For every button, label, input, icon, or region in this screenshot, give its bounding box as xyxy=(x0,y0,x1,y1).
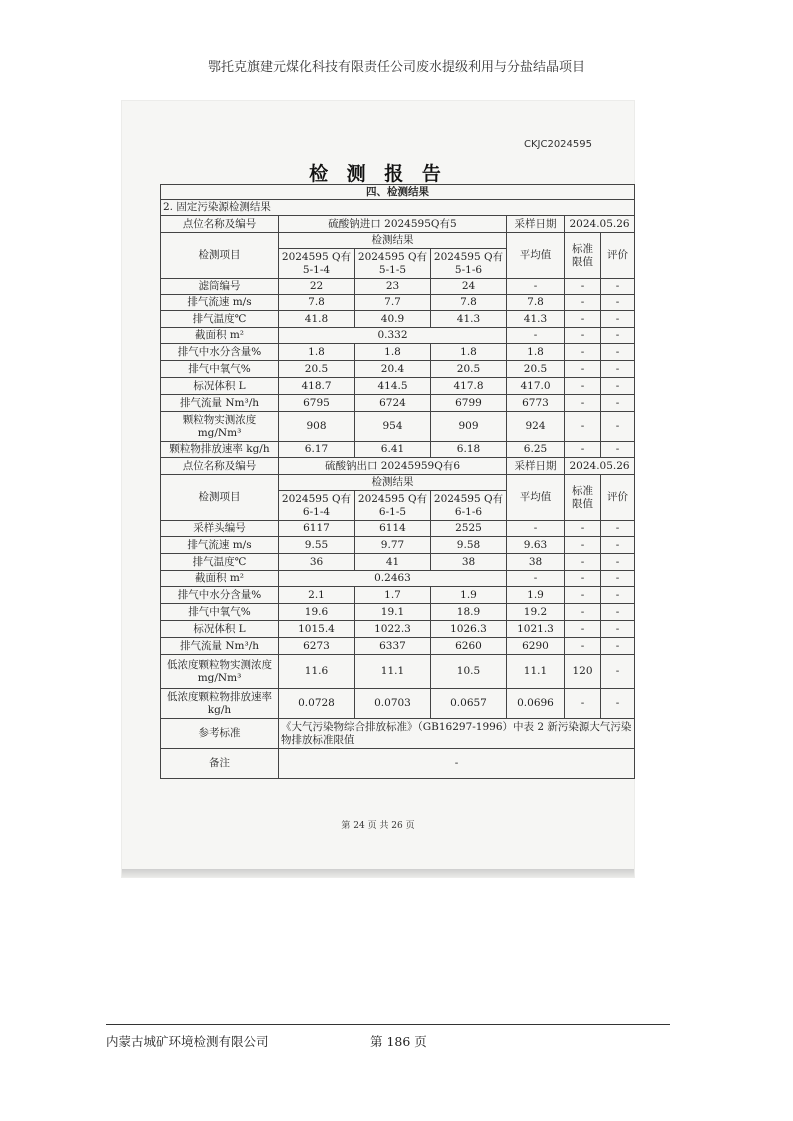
results-label: 检测结果 xyxy=(279,233,507,249)
value-cell: 19.6 xyxy=(279,604,355,621)
item-label: 检测项目 xyxy=(161,233,279,279)
evaluation-cell: - xyxy=(601,295,635,311)
average-label: 平均值 xyxy=(507,233,565,279)
average-cell: 7.8 xyxy=(507,295,565,311)
evaluation-cell: - xyxy=(601,344,635,361)
reference-row xyxy=(161,719,635,749)
evaluation-cell: - xyxy=(601,412,635,442)
evaluation-cell: - xyxy=(601,689,635,719)
sample-date-label: 采样日期 xyxy=(507,458,565,475)
table-row xyxy=(161,621,635,638)
evaluation-label: 评价 xyxy=(601,475,635,521)
table-row xyxy=(161,361,635,378)
report-number: CKJC2024595 xyxy=(523,139,592,150)
limit-label: 标准限值 xyxy=(565,475,601,521)
value-cell: 1026.3 xyxy=(431,621,507,638)
evaluation-cell: - xyxy=(601,638,635,655)
value-cell: 41.3 xyxy=(431,311,507,328)
value-cell: 23 xyxy=(355,279,431,295)
document-header: 鄂托克旗建元煤化科技有限责任公司废水提级利用与分盐结晶项目 xyxy=(207,60,585,75)
item-name: 截面积 m² xyxy=(161,571,279,587)
section-title: 四、检测结果 xyxy=(161,185,635,200)
table-row xyxy=(161,311,635,328)
sample-date: 2024.05.26 xyxy=(565,216,635,233)
item-name: 排气温度℃ xyxy=(161,554,279,571)
value-cell: 6.41 xyxy=(355,442,431,458)
value-cell: 20.4 xyxy=(355,361,431,378)
value-cell: 954 xyxy=(355,412,431,442)
item-name: 采样头编号 xyxy=(161,521,279,537)
value-cell: 40.9 xyxy=(355,311,431,328)
value-cell: 24 xyxy=(431,279,507,295)
point-name: 硫酸钠进口 2024595Q有5 xyxy=(279,216,507,233)
limit-cell: - xyxy=(565,537,601,554)
value-cell: 1.8 xyxy=(355,344,431,361)
report-page-number: 第 24 页 共 26 页 xyxy=(341,821,415,831)
value-cell: 9.58 xyxy=(431,537,507,554)
value-cell: 6273 xyxy=(279,638,355,655)
average-cell: 417.0 xyxy=(507,378,565,395)
value-cell: 22 xyxy=(279,279,355,295)
scanned-report-page xyxy=(122,101,634,877)
value-cell: 1022.3 xyxy=(355,621,431,638)
average-cell: 20.5 xyxy=(507,361,565,378)
remark-text: - xyxy=(279,749,635,779)
average-cell: 41.3 xyxy=(507,311,565,328)
value-cell: 1.8 xyxy=(431,344,507,361)
value-cell: 6795 xyxy=(279,395,355,412)
limit-cell: - xyxy=(565,689,601,719)
table-row xyxy=(161,521,635,537)
evaluation-cell: - xyxy=(601,604,635,621)
value-cell: 6117 xyxy=(279,521,355,537)
value-cell: 1.7 xyxy=(355,587,431,604)
value-cell: 6.17 xyxy=(279,442,355,458)
limit-cell: - xyxy=(565,604,601,621)
average-cell: - xyxy=(507,328,565,344)
limit-cell: 120 xyxy=(565,655,601,689)
value-cell: 38 xyxy=(431,554,507,571)
table-row xyxy=(161,587,635,604)
value-cell: 7.7 xyxy=(355,295,431,311)
sample-date: 2024.05.26 xyxy=(565,458,635,475)
value-cell: 11.1 xyxy=(355,655,431,689)
limit-cell: - xyxy=(565,587,601,604)
limit-cell: - xyxy=(565,442,601,458)
point-label: 点位名称及编号 xyxy=(161,216,279,233)
item-name: 标况体积 L xyxy=(161,621,279,638)
limit-label: 标准限值 xyxy=(565,233,601,279)
average-cell: 1.9 xyxy=(507,587,565,604)
table-row xyxy=(161,655,635,689)
reference-label: 参考标准 xyxy=(161,719,279,749)
average-cell: 19.2 xyxy=(507,604,565,621)
evaluation-cell: - xyxy=(601,442,635,458)
value-cell: 1015.4 xyxy=(279,621,355,638)
evaluation-cell: - xyxy=(601,537,635,554)
limit-cell: - xyxy=(565,571,601,587)
value-cell: 11.6 xyxy=(279,655,355,689)
point-name: 硫酸钠出口 20245959Q有6 xyxy=(279,458,507,475)
limit-cell: - xyxy=(565,295,601,311)
value-cell: 417.8 xyxy=(431,378,507,395)
value-cell: 909 xyxy=(431,412,507,442)
average-cell: - xyxy=(507,521,565,537)
limit-cell: - xyxy=(565,412,601,442)
value-cell: 6724 xyxy=(355,395,431,412)
average-cell: 924 xyxy=(507,412,565,442)
item-name: 排气中水分含量% xyxy=(161,344,279,361)
average-cell: 6.25 xyxy=(507,442,565,458)
value-cell: 9.77 xyxy=(355,537,431,554)
item-name: 截面积 m² xyxy=(161,328,279,344)
value-cell: 41.8 xyxy=(279,311,355,328)
limit-cell: - xyxy=(565,395,601,412)
value-cell: 6337 xyxy=(355,638,431,655)
value-cell: 2.1 xyxy=(279,587,355,604)
table-row xyxy=(161,344,635,361)
item-name: 排气流量 Nm³/h xyxy=(161,638,279,655)
table-row xyxy=(161,395,635,412)
item-name: 排气中水分含量% xyxy=(161,587,279,604)
value-cell: 418.7 xyxy=(279,378,355,395)
footer-company: 内蒙古城矿环境检测有限公司 xyxy=(106,1034,269,1049)
evaluation-label: 评价 xyxy=(601,233,635,279)
evaluation-cell: - xyxy=(601,655,635,689)
value-cell: 0.0728 xyxy=(279,689,355,719)
value-cell: 20.5 xyxy=(279,361,355,378)
item-name: 颗粒物排放速率 kg/h xyxy=(161,442,279,458)
average-cell: 1.8 xyxy=(507,344,565,361)
value-cell: 0.0703 xyxy=(355,689,431,719)
table-row xyxy=(161,378,635,395)
sample-id: 2024595 Q有5-1-5 xyxy=(355,249,431,279)
value-cell: 19.1 xyxy=(355,604,431,621)
table-row xyxy=(161,689,635,719)
value-cell: 20.5 xyxy=(431,361,507,378)
item-name: 排气温度℃ xyxy=(161,311,279,328)
value-cell: 10.5 xyxy=(431,655,507,689)
table-row xyxy=(161,295,635,311)
evaluation-cell: - xyxy=(601,361,635,378)
table-row xyxy=(161,279,635,295)
item-name: 排气中氧气% xyxy=(161,361,279,378)
average-cell: 6290 xyxy=(507,638,565,655)
limit-cell: - xyxy=(565,344,601,361)
point-row xyxy=(161,216,635,233)
table-row xyxy=(161,604,635,621)
table-row xyxy=(161,554,635,571)
average-cell: - xyxy=(507,279,565,295)
footer-rule xyxy=(106,1024,670,1025)
evaluation-cell: - xyxy=(601,554,635,571)
results-header-row xyxy=(161,475,635,491)
average-cell: 38 xyxy=(507,554,565,571)
item-name: 排气流量 Nm³/h xyxy=(161,395,279,412)
value-cell: 2525 xyxy=(431,521,507,537)
item-name: 低浓度颗粒物实测浓度 mg/Nm³ xyxy=(161,655,279,689)
limit-cell: - xyxy=(565,554,601,571)
evaluation-cell: - xyxy=(601,378,635,395)
evaluation-cell: - xyxy=(601,311,635,328)
average-cell: 11.1 xyxy=(507,655,565,689)
average-cell: 6773 xyxy=(507,395,565,412)
value-cell: 0.0657 xyxy=(431,689,507,719)
subsection-title: 2. 固定污染源检测结果 xyxy=(161,200,635,216)
merged-value: 0.332 xyxy=(279,328,507,344)
table-row xyxy=(161,571,635,587)
point-label: 点位名称及编号 xyxy=(161,458,279,475)
item-name: 标况体积 L xyxy=(161,378,279,395)
remark-row xyxy=(161,749,635,779)
item-name: 排气中氧气% xyxy=(161,604,279,621)
evaluation-cell: - xyxy=(601,279,635,295)
value-cell: 1.9 xyxy=(431,587,507,604)
value-cell: 1.8 xyxy=(279,344,355,361)
results-header-row xyxy=(161,233,635,249)
results-table xyxy=(160,184,635,779)
sample-id: 2024595 Q有6-1-4 xyxy=(279,491,355,521)
section-title-row xyxy=(161,185,635,200)
value-cell: 6260 xyxy=(431,638,507,655)
table-row xyxy=(161,328,635,344)
value-cell: 6.18 xyxy=(431,442,507,458)
value-cell: 7.8 xyxy=(279,295,355,311)
evaluation-cell: - xyxy=(601,328,635,344)
table-row xyxy=(161,442,635,458)
limit-cell: - xyxy=(565,621,601,638)
value-cell: 41 xyxy=(355,554,431,571)
value-cell: 18.9 xyxy=(431,604,507,621)
table-row xyxy=(161,537,635,554)
sample-id: 2024595 Q有5-1-4 xyxy=(279,249,355,279)
limit-cell: - xyxy=(565,279,601,295)
table-row xyxy=(161,638,635,655)
item-label: 检测项目 xyxy=(161,475,279,521)
limit-cell: - xyxy=(565,378,601,395)
average-cell: 1021.3 xyxy=(507,621,565,638)
value-cell: 7.8 xyxy=(431,295,507,311)
sample-date-label: 采样日期 xyxy=(507,216,565,233)
value-cell: 9.55 xyxy=(279,537,355,554)
evaluation-cell: - xyxy=(601,621,635,638)
evaluation-cell: - xyxy=(601,521,635,537)
evaluation-cell: - xyxy=(601,587,635,604)
table-row xyxy=(161,412,635,442)
subsection-row xyxy=(161,200,635,216)
item-name: 排气流速 m/s xyxy=(161,295,279,311)
limit-cell: - xyxy=(565,521,601,537)
limit-cell: - xyxy=(565,361,601,378)
remark-label: 备注 xyxy=(161,749,279,779)
item-name: 滤筒编号 xyxy=(161,279,279,295)
evaluation-cell: - xyxy=(601,571,635,587)
value-cell: 414.5 xyxy=(355,378,431,395)
value-cell: 36 xyxy=(279,554,355,571)
report-title: 检 测 报 告 xyxy=(309,163,447,185)
point-row xyxy=(161,458,635,475)
limit-cell: - xyxy=(565,638,601,655)
value-cell: 908 xyxy=(279,412,355,442)
item-name: 颗粒物实测浓度 mg/Nm³ xyxy=(161,412,279,442)
sample-id: 2024595 Q有6-1-5 xyxy=(355,491,431,521)
value-cell: 6799 xyxy=(431,395,507,412)
item-name: 低浓度颗粒物排放速率 kg/h xyxy=(161,689,279,719)
sample-id: 2024595 Q有5-1-6 xyxy=(431,249,507,279)
limit-cell: - xyxy=(565,311,601,328)
merged-value: 0.2463 xyxy=(279,571,507,587)
average-label: 平均值 xyxy=(507,475,565,521)
value-cell: 6114 xyxy=(355,521,431,537)
average-cell: 0.0696 xyxy=(507,689,565,719)
average-cell: - xyxy=(507,571,565,587)
item-name: 排气流速 m/s xyxy=(161,537,279,554)
footer-page: 第 186 页 xyxy=(370,1034,427,1049)
evaluation-cell: - xyxy=(601,395,635,412)
sample-id: 2024595 Q有6-1-6 xyxy=(431,491,507,521)
results-label: 检测结果 xyxy=(279,475,507,491)
reference-text: 《大气污染物综合排放标准》（GB16297-1996）中表 2 新污染源大气污染物排放标准限值 xyxy=(279,719,635,749)
average-cell: 9.63 xyxy=(507,537,565,554)
limit-cell: - xyxy=(565,328,601,344)
scan-edge xyxy=(122,869,634,877)
